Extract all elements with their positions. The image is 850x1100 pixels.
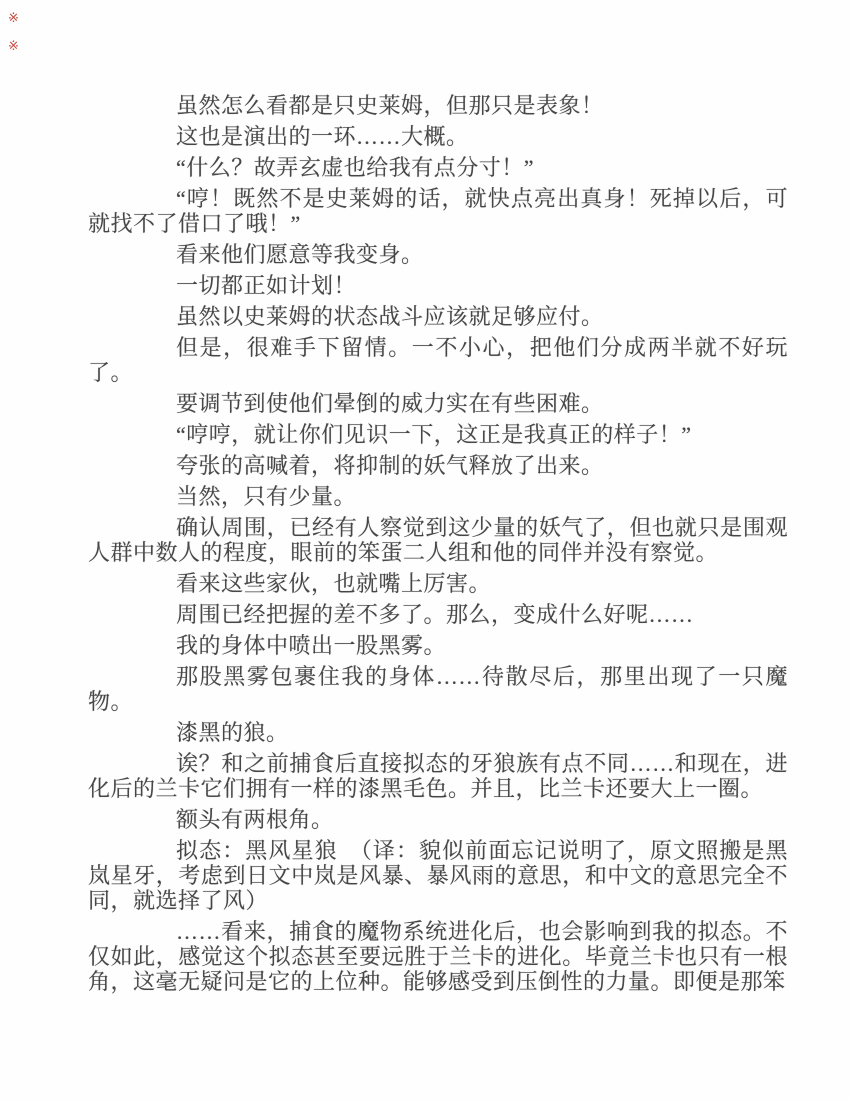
paragraph: 虽然以史莱姆的状态战斗应该就足够应付。 xyxy=(176,304,604,329)
paragraph: 一切都正如计划！ xyxy=(176,273,357,298)
paragraph: 夸张的高喊着，将抑制的妖气释放了出来。 xyxy=(176,453,604,478)
paragraph: 诶？和之前捕食后直接拟态的牙狼族有点不同……和现在，进化后的兰卡它们拥有一样的漆黑毛色。并且，比兰卡还要大上一圈。 xyxy=(88,751,788,801)
paragraph: 但是，很难手下留情。一不小心，把他们分成两半就不好玩了。 xyxy=(88,335,788,385)
paragraph: 这也是演出的一环……大概。 xyxy=(176,124,469,149)
watermark-mark-icon: ※ xyxy=(8,10,19,25)
paragraph: 那股黑雾包裹住我的身体……待散尽后，那里出现了一只魔物。 xyxy=(88,664,788,714)
paragraph: 我的身体中喷出一股黑雾。 xyxy=(176,633,447,658)
paragraph: 看来他们愿意等我变身。 xyxy=(176,242,424,267)
paragraph: 确认周围，已经有人察觉到这少量的妖气了，但也就只是围观人群中数人的程度，眼前的笨蛋二人组和他的同伴并没有察觉。 xyxy=(88,515,788,565)
paragraph: 拟态：黑风星狼 （译：貌似前面忘记说明了，原文照搬是黑岚星牙，考虑到日文中岚是风暴、暴风雨的意思，和中文的意思完全不同，就选择了风） xyxy=(88,838,788,913)
paragraph: ……看来，捕食的魔物系统进化后，也会影响到我的拟态。不仅如此，感觉这个拟态甚至要远胜于兰卡的进化。毕竟兰卡也只有一根角，这毫无疑问是它的上位种。能够感受到压倒性的力量。即便是那笨 xyxy=(88,919,788,994)
document-text xyxy=(88,93,788,1000)
watermark-marks xyxy=(8,4,28,60)
paragraph: 虽然怎么看都是只史莱姆，但那只是表象！ xyxy=(176,93,604,118)
watermark-mark-icon: ※ xyxy=(8,38,19,53)
paragraph: 漆黑的狼。 xyxy=(176,720,289,745)
paragraph: 要调节到使他们晕倒的威力实在有些困难。 xyxy=(176,391,604,416)
paragraph: 看来这些家伙，也就嘴上厉害。 xyxy=(176,571,492,596)
paragraph: 额头有两根角。 xyxy=(176,807,334,832)
paragraph: “哼哼，就让你们见识一下，这正是我真正的样子！” xyxy=(176,422,692,447)
paragraph: “哼！既然不是史莱姆的话，就快点亮出真身！死掉以后，可就找不了借口了哦！” xyxy=(88,186,788,236)
paragraph: “什么？故弄玄虚也给我有点分寸！” xyxy=(176,155,535,180)
paragraph: 周围已经把握的差不多了。那么，变成什么好呢…… xyxy=(176,602,694,627)
paragraph: 当然，只有少量。 xyxy=(176,484,357,509)
